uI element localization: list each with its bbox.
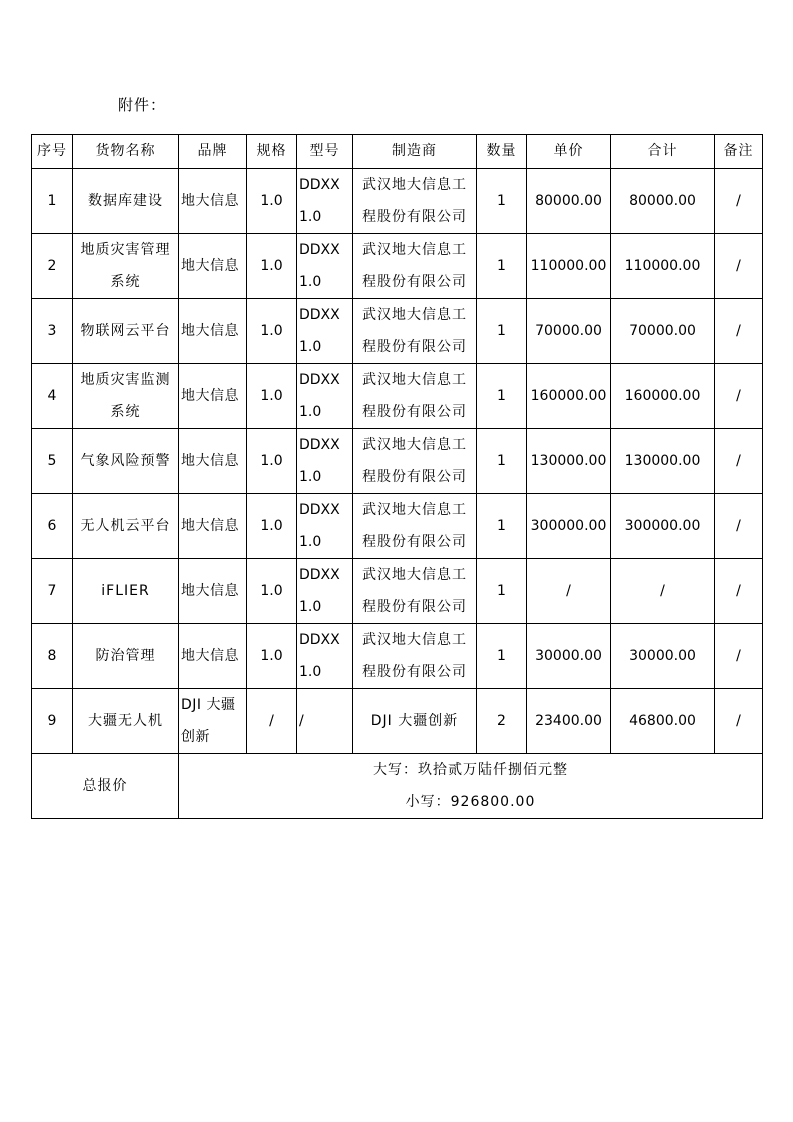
cell-unit-price-text: 130000.00: [530, 453, 607, 469]
cell-spec: [247, 364, 297, 429]
cell-no: [32, 624, 73, 689]
cell-spec-text: 1.0: [260, 453, 283, 469]
cell-unit-price: [527, 299, 611, 364]
quotation-table: [31, 134, 763, 819]
cell-model-text: DDXX1.0: [299, 632, 340, 680]
cell-goods-name-text: 气象风险预警: [80, 453, 171, 469]
cell-goods-name: [73, 494, 179, 559]
cell-manufacturer-text: 武汉地大信息工程股份有限公司: [362, 632, 467, 680]
cell-remark-text: /: [736, 583, 741, 599]
cell-manufacturer: [353, 559, 477, 624]
cell-unit-price-text: 23400.00: [535, 713, 602, 729]
cell-model: [297, 624, 353, 689]
cell-brand: [179, 299, 247, 364]
cell-unit-price-text: /: [566, 583, 571, 599]
cell-manufacturer: [353, 624, 477, 689]
total-label: 总报价: [32, 754, 179, 819]
cell-unit-price-text: 300000.00: [530, 518, 607, 534]
total-values: [179, 754, 763, 819]
cell-remark-text: /: [736, 648, 741, 664]
cell-model: [297, 169, 353, 234]
cell-total-text: 30000.00: [629, 648, 696, 664]
header-manufacturer: 制造商: [353, 135, 477, 169]
cell-no-text: 5: [47, 453, 57, 469]
cell-goods-name: [73, 169, 179, 234]
table-row: [32, 494, 763, 559]
cell-no-text: 6: [47, 518, 57, 534]
cell-quantity: [477, 559, 527, 624]
table-row: [32, 299, 763, 364]
cell-brand: [179, 494, 247, 559]
cell-spec: [247, 234, 297, 299]
cell-total: [611, 169, 715, 234]
cell-spec: [247, 624, 297, 689]
cell-total: [611, 494, 715, 559]
header-goods-name: 货物名称: [73, 135, 179, 169]
cell-brand-text: 地大信息: [181, 323, 239, 339]
cell-goods-name-text: 大疆无人机: [88, 713, 163, 729]
cell-total-text: 130000.00: [624, 453, 701, 469]
cell-remark: [715, 494, 763, 559]
cell-brand-text: 地大信息: [181, 388, 239, 404]
cell-no: [32, 234, 73, 299]
cell-brand-text: 地大信息: [181, 258, 239, 274]
cell-manufacturer-text: 武汉地大信息工程股份有限公司: [362, 437, 467, 485]
cell-quantity: [477, 494, 527, 559]
cell-manufacturer: [353, 429, 477, 494]
cell-remark-text: /: [736, 258, 741, 274]
cell-manufacturer: [353, 689, 477, 754]
cell-quantity: [477, 364, 527, 429]
table-row: [32, 169, 763, 234]
cell-manufacturer-text: 武汉地大信息工程股份有限公司: [362, 567, 467, 615]
cell-manufacturer: [353, 299, 477, 364]
table-row: [32, 364, 763, 429]
cell-remark-text: /: [736, 453, 741, 469]
cell-no: [32, 169, 73, 234]
cell-no-text: 7: [47, 583, 57, 599]
cell-model: [297, 299, 353, 364]
cell-goods-name-text: 无人机云平台: [80, 518, 171, 534]
cell-unit-price: [527, 559, 611, 624]
cell-brand-text: DJI 大疆创新: [181, 697, 236, 745]
cell-remark-text: /: [736, 713, 741, 729]
cell-remark: [715, 559, 763, 624]
cell-spec: [247, 429, 297, 494]
cell-unit-price-text: 160000.00: [530, 388, 607, 404]
cell-quantity: [477, 299, 527, 364]
cell-remark: [715, 234, 763, 299]
cell-no: [32, 559, 73, 624]
table-row: [32, 234, 763, 299]
cell-goods-name: [73, 364, 179, 429]
cell-spec: [247, 494, 297, 559]
cell-total: [611, 299, 715, 364]
cell-no-text: 4: [47, 388, 57, 404]
cell-unit-price-text: 70000.00: [535, 323, 602, 339]
cell-spec: [247, 559, 297, 624]
cell-model-text: DDXX1.0: [299, 567, 340, 615]
cell-unit-price-text: 80000.00: [535, 193, 602, 209]
cell-no-text: 8: [47, 648, 57, 664]
cell-model: [297, 429, 353, 494]
cell-quantity: [477, 169, 527, 234]
cell-total: [611, 234, 715, 299]
cell-brand: [179, 559, 247, 624]
cell-total-text: 46800.00: [629, 713, 696, 729]
cell-spec-text: 1.0: [260, 388, 283, 404]
cell-quantity-text: 1: [497, 648, 506, 664]
cell-goods-name-text: iFLIER: [101, 583, 150, 599]
cell-total-text: 160000.00: [624, 388, 701, 404]
header-no: 序号: [32, 135, 73, 169]
cell-remark: [715, 689, 763, 754]
cell-spec: [247, 299, 297, 364]
total-lower-amount: 小写：926800.00: [405, 794, 536, 810]
cell-manufacturer: [353, 364, 477, 429]
cell-total: [611, 429, 715, 494]
cell-goods-name-text: 地质灾害管理系统: [80, 242, 171, 290]
cell-total: [611, 364, 715, 429]
cell-spec-text: 1.0: [260, 648, 283, 664]
cell-quantity-text: 1: [497, 258, 506, 274]
cell-unit-price-text: 110000.00: [530, 258, 607, 274]
cell-remark: [715, 429, 763, 494]
cell-no: [32, 494, 73, 559]
cell-remark-text: /: [736, 388, 741, 404]
cell-brand-text: 地大信息: [181, 453, 239, 469]
cell-brand-text: 地大信息: [181, 648, 239, 664]
cell-quantity-text: 1: [497, 193, 506, 209]
cell-model: [297, 559, 353, 624]
header-model: 型号: [297, 135, 353, 169]
cell-quantity: [477, 624, 527, 689]
cell-model-text: /: [299, 713, 304, 729]
cell-quantity-text: 1: [497, 453, 506, 469]
cell-spec-text: 1.0: [260, 193, 283, 209]
cell-spec: [247, 689, 297, 754]
table-row: [32, 689, 763, 754]
cell-total-text: 80000.00: [629, 193, 696, 209]
cell-goods-name: [73, 624, 179, 689]
cell-brand: [179, 169, 247, 234]
cell-total-text: /: [660, 583, 665, 599]
cell-model: [297, 234, 353, 299]
cell-no: [32, 689, 73, 754]
cell-spec-text: 1.0: [260, 518, 283, 534]
cell-brand: [179, 689, 247, 754]
cell-manufacturer: [353, 169, 477, 234]
cell-unit-price: [527, 364, 611, 429]
cell-brand: [179, 429, 247, 494]
cell-remark-text: /: [736, 518, 741, 534]
cell-quantity-text: 1: [497, 583, 506, 599]
cell-spec-text: 1.0: [260, 583, 283, 599]
cell-model-text: DDXX1.0: [299, 372, 340, 420]
cell-brand: [179, 234, 247, 299]
cell-unit-price: [527, 169, 611, 234]
cell-goods-name: [73, 299, 179, 364]
table-row: [32, 559, 763, 624]
cell-quantity-text: 1: [497, 388, 506, 404]
cell-goods-name-text: 物联网云平台: [80, 323, 171, 339]
cell-no: [32, 429, 73, 494]
cell-manufacturer: [353, 234, 477, 299]
cell-unit-price: [527, 234, 611, 299]
cell-quantity: [477, 689, 527, 754]
cell-remark-text: /: [736, 193, 741, 209]
cell-remark: [715, 169, 763, 234]
cell-total: [611, 559, 715, 624]
cell-unit-price: [527, 689, 611, 754]
cell-total-text: 300000.00: [624, 518, 701, 534]
cell-total-text: 110000.00: [624, 258, 701, 274]
cell-no-text: 3: [47, 323, 57, 339]
cell-unit-price: [527, 494, 611, 559]
cell-model-text: DDXX1.0: [299, 177, 340, 225]
cell-no: [32, 299, 73, 364]
cell-spec: [247, 169, 297, 234]
cell-remark-text: /: [736, 323, 741, 339]
cell-model: [297, 364, 353, 429]
header-quantity: 数量: [477, 135, 527, 169]
cell-model-text: DDXX1.0: [299, 437, 340, 485]
cell-model: [297, 494, 353, 559]
cell-remark: [715, 299, 763, 364]
cell-no: [32, 364, 73, 429]
cell-manufacturer-text: 武汉地大信息工程股份有限公司: [362, 372, 467, 420]
cell-model: [297, 689, 353, 754]
header-total: 合计: [611, 135, 715, 169]
cell-goods-name: [73, 559, 179, 624]
header-remark: 备注: [715, 135, 763, 169]
cell-manufacturer-text: 武汉地大信息工程股份有限公司: [362, 177, 467, 225]
total-row: [32, 754, 763, 819]
cell-manufacturer-text: 武汉地大信息工程股份有限公司: [362, 307, 467, 355]
cell-manufacturer-text: 武汉地大信息工程股份有限公司: [362, 242, 467, 290]
cell-unit-price: [527, 624, 611, 689]
cell-unit-price: [527, 429, 611, 494]
cell-total: [611, 689, 715, 754]
cell-manufacturer-text: DJI 大疆创新: [370, 713, 459, 729]
cell-brand-text: 地大信息: [181, 193, 239, 209]
cell-remark: [715, 624, 763, 689]
header-brand: 品牌: [179, 135, 247, 169]
cell-quantity-text: 2: [497, 713, 506, 729]
cell-goods-name-text: 防治管理: [95, 648, 156, 664]
table-row: [32, 624, 763, 689]
cell-goods-name-text: 地质灾害监测系统: [80, 372, 171, 420]
cell-remark: [715, 364, 763, 429]
header-unit-price: 单价: [527, 135, 611, 169]
cell-model-text: DDXX1.0: [299, 242, 340, 290]
cell-no-text: 9: [47, 713, 57, 729]
total-upper-amount: 大写：玖拾贰万陆仟捌佰元整: [373, 762, 568, 778]
cell-goods-name: [73, 429, 179, 494]
cell-quantity-text: 1: [497, 323, 506, 339]
cell-spec-text: /: [269, 713, 274, 729]
cell-no-text: 2: [47, 258, 57, 274]
cell-brand: [179, 364, 247, 429]
cell-manufacturer: [353, 494, 477, 559]
header-spec: 规格: [247, 135, 297, 169]
cell-quantity-text: 1: [497, 518, 506, 534]
cell-brand: [179, 624, 247, 689]
cell-spec-text: 1.0: [260, 323, 283, 339]
cell-goods-name-text: 数据库建设: [88, 193, 163, 209]
cell-model-text: DDXX1.0: [299, 307, 340, 355]
table-header-row: [32, 135, 763, 169]
cell-brand-text: 地大信息: [181, 583, 239, 599]
cell-no-text: 1: [47, 193, 57, 209]
cell-manufacturer-text: 武汉地大信息工程股份有限公司: [362, 502, 467, 550]
table-row: [32, 429, 763, 494]
attachment-label: 附件：: [118, 96, 167, 114]
cell-total-text: 70000.00: [629, 323, 696, 339]
cell-spec-text: 1.0: [260, 258, 283, 274]
cell-model-text: DDXX1.0: [299, 502, 340, 550]
cell-quantity: [477, 234, 527, 299]
cell-brand-text: 地大信息: [181, 518, 239, 534]
cell-unit-price-text: 30000.00: [535, 648, 602, 664]
cell-total: [611, 624, 715, 689]
cell-goods-name: [73, 234, 179, 299]
cell-quantity: [477, 429, 527, 494]
cell-goods-name: [73, 689, 179, 754]
